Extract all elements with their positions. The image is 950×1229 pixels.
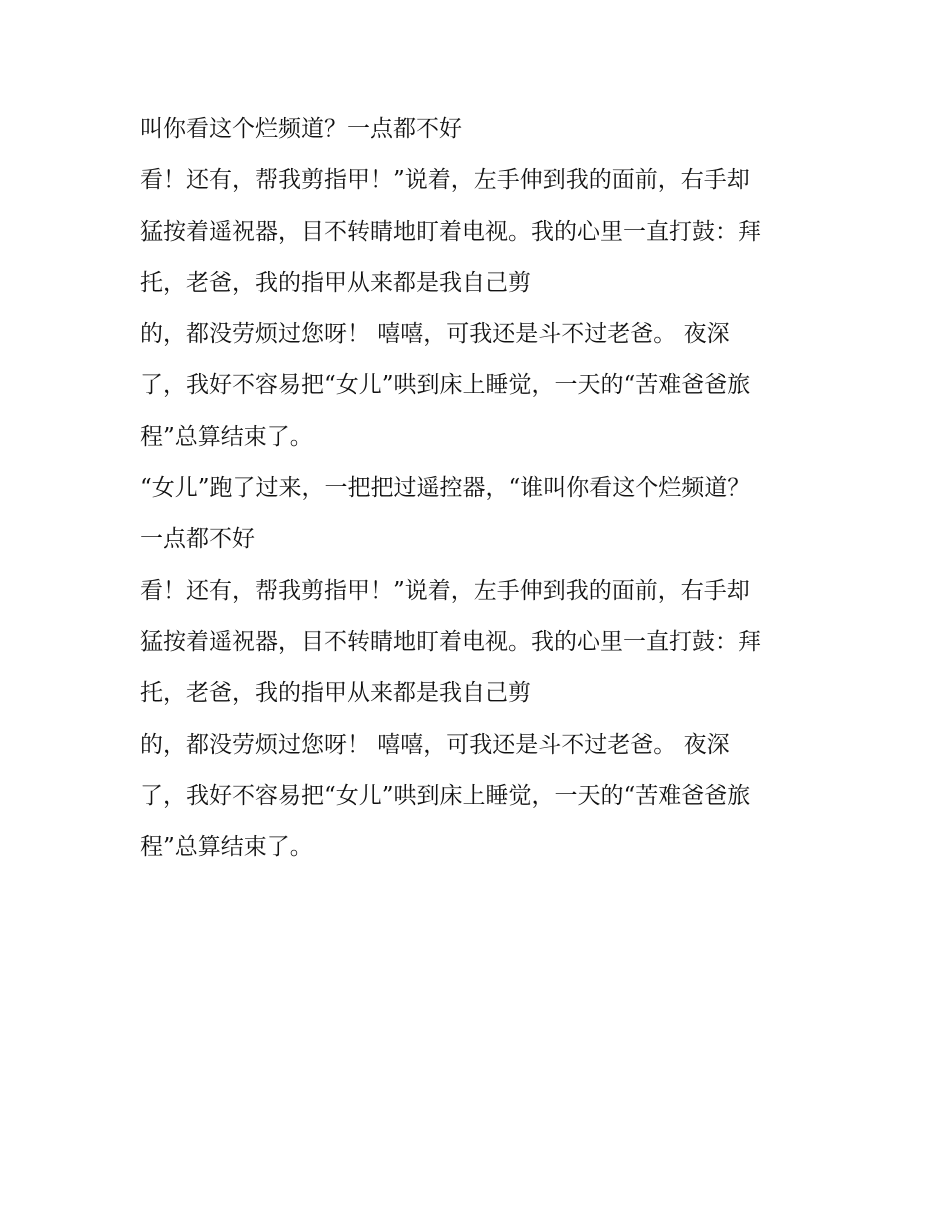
text-line: 托，老爸，我的指甲从来都是我自己剪	[140, 269, 531, 296]
text-line: 程”总算结束了。	[140, 834, 313, 861]
body-text	[140, 110, 830, 879]
text-line: 的，都没劳烦过您呀！ 嘻嘻，可我还是斗不过老爸。 夜深	[140, 321, 730, 348]
text-line: 了，我好不容易把“女儿”哄到床上睡觉，一天的“苦难爸爸旅	[140, 372, 751, 399]
text-line: 猛按着遥祝器，目不转睛地盯着电视。我的心里一直打鼓：拜	[140, 628, 761, 655]
text-line: 的，都没劳烦过您呀！ 嘻嘻，可我还是斗不过老爸。 夜深	[140, 731, 730, 758]
text-line: 一点都不好	[140, 526, 255, 553]
text-line: 看！还有，帮我剪指甲！”说着，左手伸到我的面前，右手却	[140, 167, 750, 194]
text-line: 托，老爸，我的指甲从来都是我自己剪	[140, 680, 531, 707]
text-line: 程”总算结束了。	[140, 423, 313, 450]
text-line: 了，我好不容易把“女儿”哄到床上睡觉，一天的“苦难爸爸旅	[140, 782, 751, 809]
text-line: 看！还有，帮我剪指甲！”说着，左手伸到我的面前，右手却	[140, 577, 750, 604]
text-line: “女儿”跑了过来，一把把过遥控器，“谁叫你看这个烂频道？	[140, 475, 751, 502]
text-line: 猛按着遥祝器，目不转睛地盯着电视。我的心里一直打鼓：拜	[140, 218, 761, 245]
text-line: 叫你看这个烂频道？一点都不好	[140, 116, 462, 142]
